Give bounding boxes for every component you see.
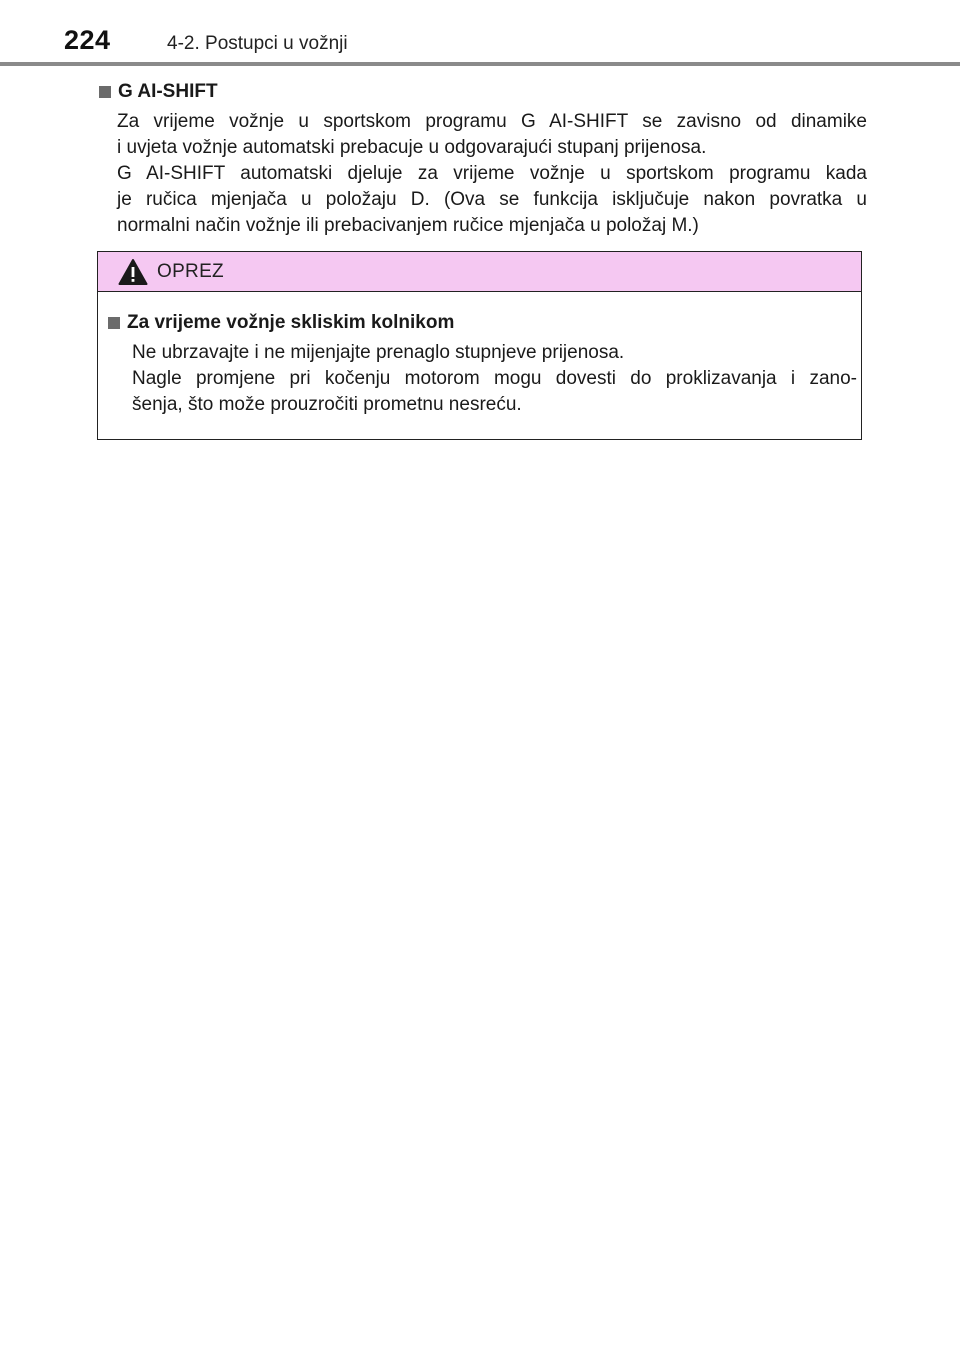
caution-box — [97, 251, 862, 440]
caution-title: OPREZ — [157, 260, 224, 282]
caution-heading-text: Za vrijeme vožnje skliskim kolnikom — [127, 312, 455, 333]
paragraph-line: i uvjeta vožnje automatski prebacuje u odgovarajući stupanj prijenosa. — [117, 137, 707, 158]
square-bullet-icon — [99, 86, 111, 98]
caution-body — [98, 292, 861, 418]
main-content — [97, 79, 867, 239]
paragraph-line: šenja, što može prouzročiti prometnu nesreću. — [132, 394, 522, 415]
section-paragraph — [117, 109, 867, 239]
square-bullet-icon — [108, 317, 120, 329]
caution-header — [98, 252, 861, 292]
page-header — [0, 0, 960, 62]
paragraph-line: G AI-SHIFT automatski djeluje za vrijeme vožnje u sportskom programu kada — [117, 163, 867, 184]
warning-triangle-icon — [118, 258, 148, 286]
section-heading-text: G AI-SHIFT — [118, 81, 218, 102]
header-divider — [0, 62, 960, 66]
paragraph-line: Za vrijeme vožnje u sportskom programu G AI-SHIFT se zavisno od dinamike — [117, 111, 867, 132]
paragraph-line: normalni način vožnje ili prebacivanjem ručice mjenjača u položaj M.) — [117, 215, 699, 236]
paragraph-line: Nagle promjene pri kočenju motorom mogu dovesti do proklizavanja i zano- — [132, 368, 857, 389]
paragraph-line: Ne ubrzavajte i ne mijenjajte prenaglo stupnjeve prijenosa. — [132, 342, 625, 363]
page-number: 224 — [64, 25, 111, 55]
section-title: 4-2. Postupci u vožnji — [167, 33, 348, 54]
caution-heading — [106, 310, 861, 336]
section-heading — [97, 79, 867, 105]
caution-paragraph — [132, 340, 857, 418]
paragraph-line: je ručica mjenjača u položaju D. (Ova se funkcija isključuje nakon povratka u — [117, 189, 867, 210]
